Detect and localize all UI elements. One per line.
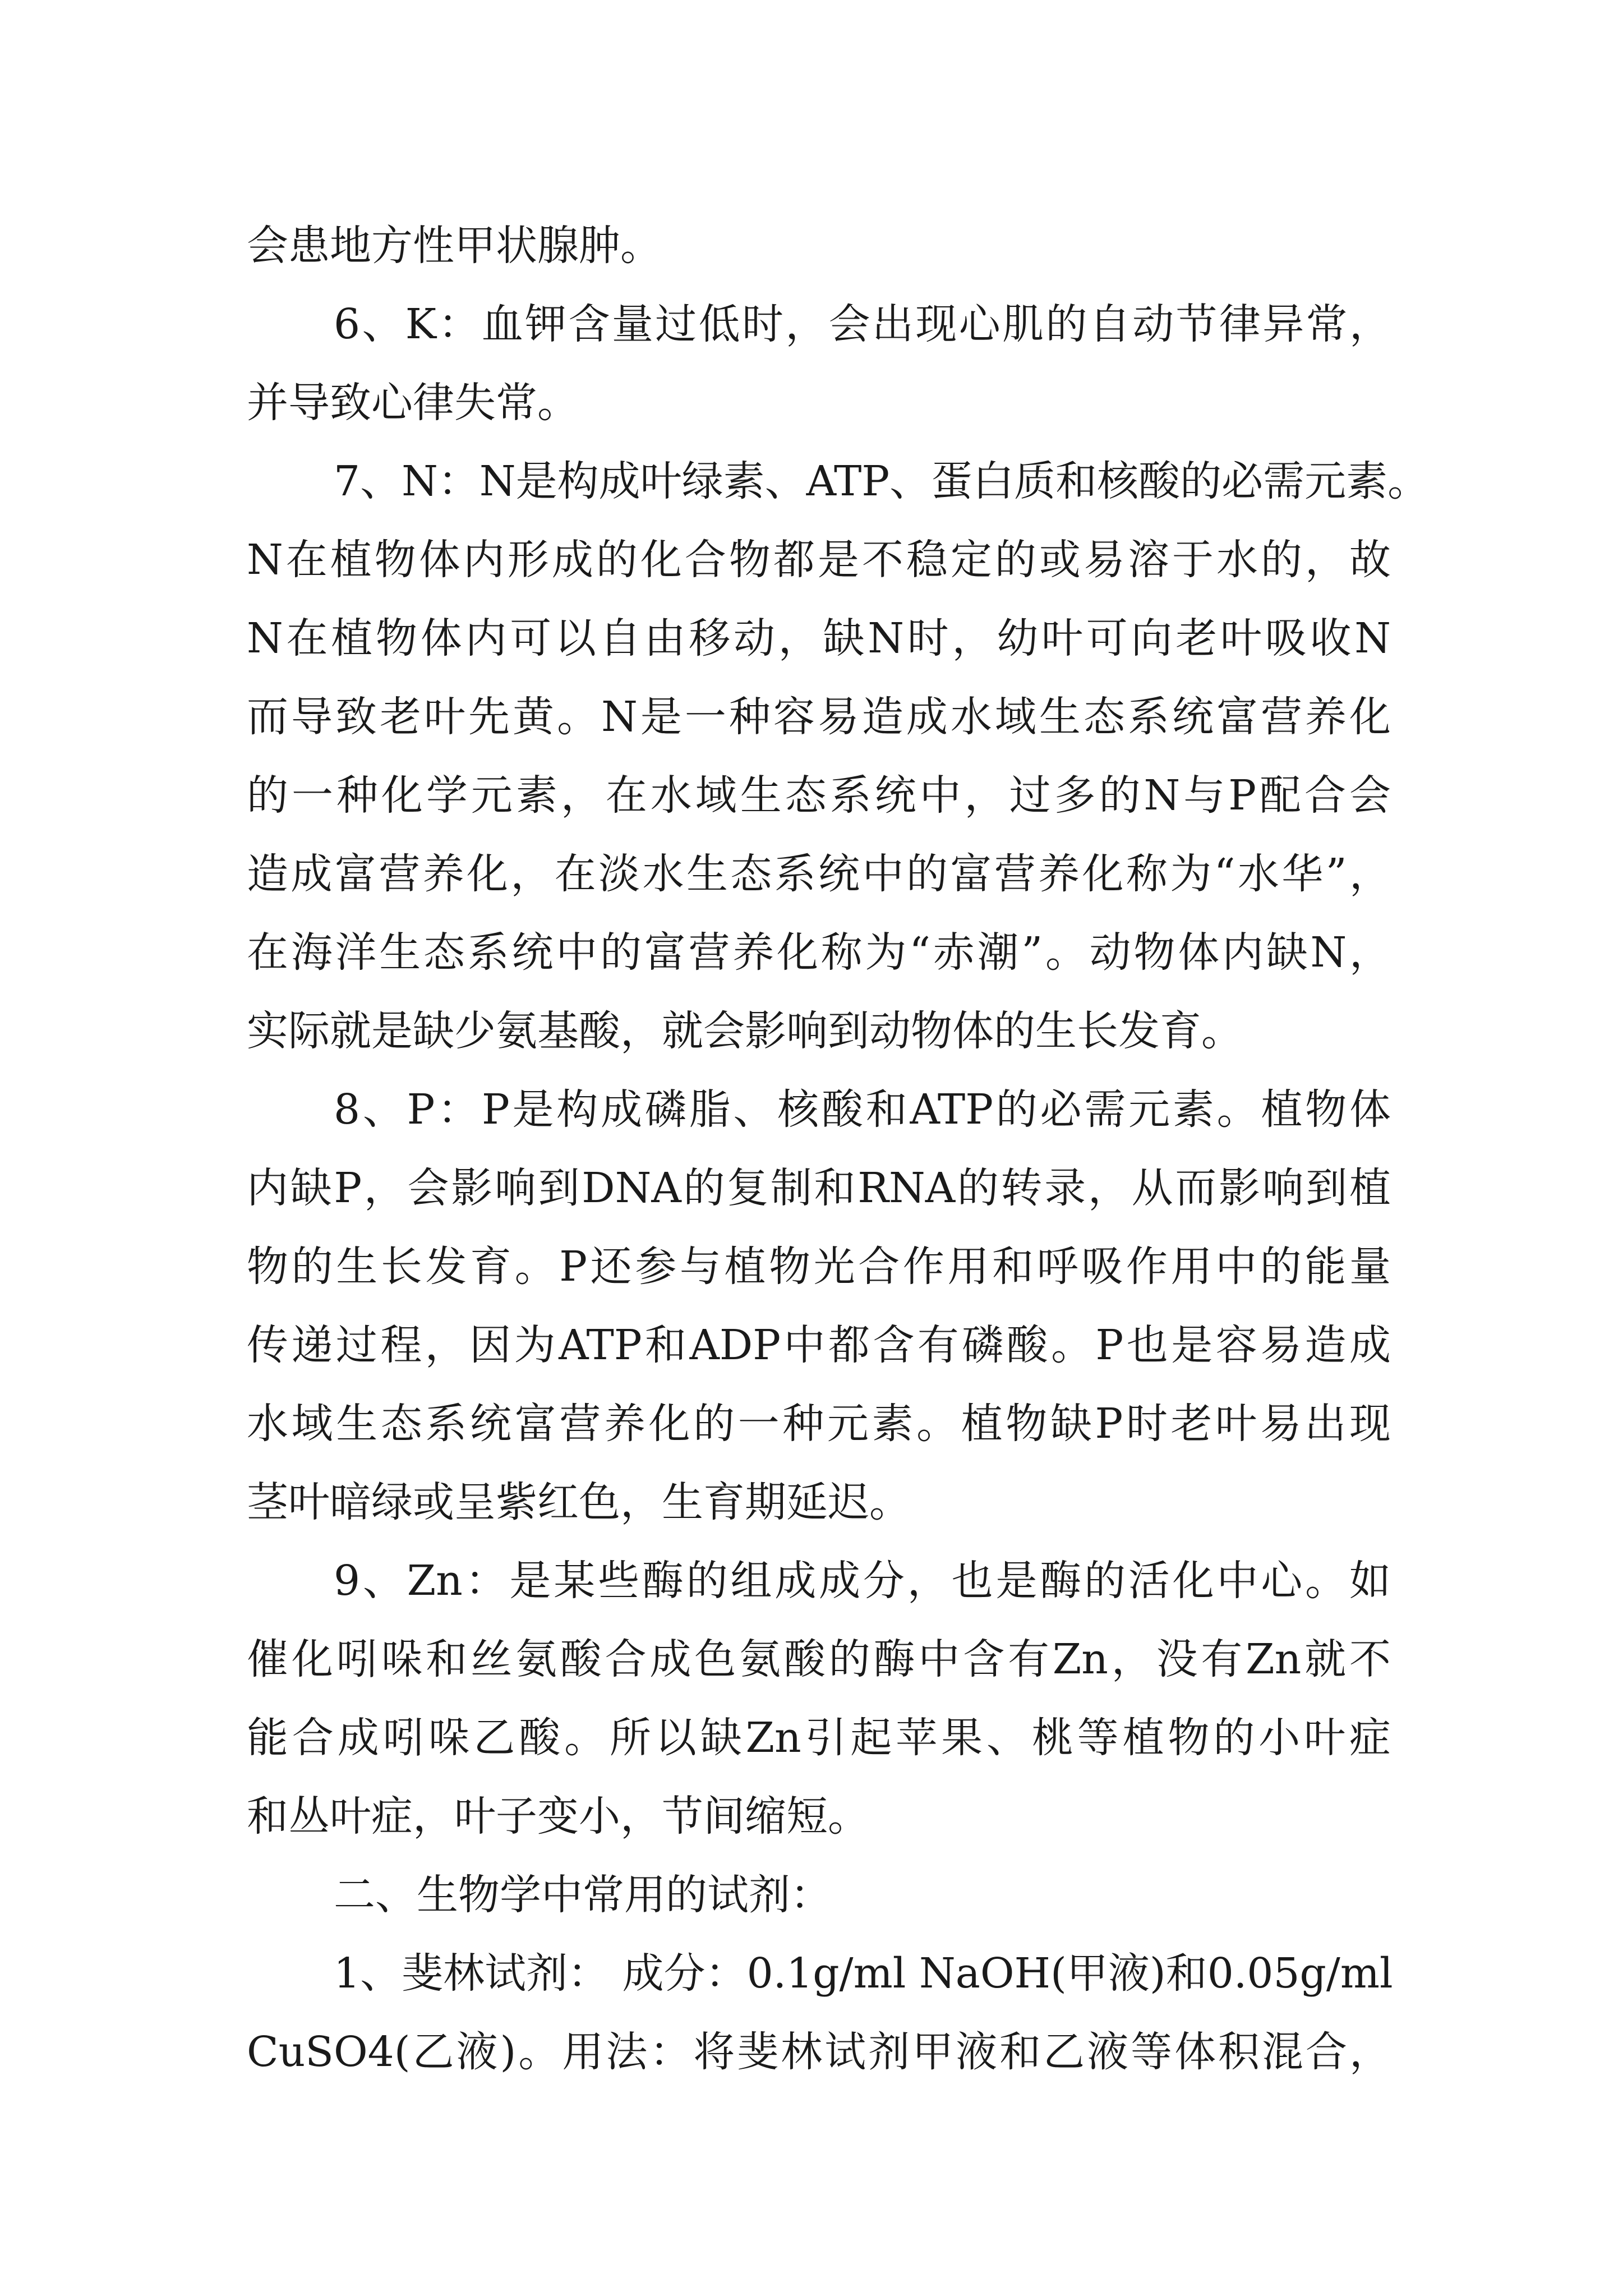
section-heading: 二、生物学中常用的试剂： — [334, 1871, 832, 1919]
text-line: 1、斐林试剂： 成分：0.1g/ml NaOH(甲液)和0.05g/ml — [334, 1949, 1393, 1998]
text-line: 茎叶暗绿或呈紫红色，生育期延迟。 — [247, 1478, 911, 1526]
text-line: CuSO4(乙液)。用法：将斐林试剂甲液和乙液等体积混合， — [247, 2028, 1391, 2076]
text-line: 8、P：P是构成磷脂、核酸和ATP的必需元素。植物体 — [334, 1085, 1391, 1134]
text-line: 会患地方性甲状腺肿。 — [247, 222, 662, 270]
text-line: 而导致老叶先黄。N是一种容易造成水域生态系统富营养化 — [247, 693, 1391, 741]
text-line: 7、N：N是构成叶绿素、ATP、蛋白质和核酸的必需元素。 — [334, 457, 1430, 505]
text-line: N在植物体内形成的化合物都是不稳定的或易溶于水的，故 — [247, 536, 1391, 584]
text-line: 和丛叶症，叶子变小，节间缩短。 — [247, 1792, 869, 1841]
text-line: 6、K：血钾含量过低时，会出现心肌的自动节律异常， — [334, 300, 1391, 348]
text-line: 能合成吲哚乙酸。所以缺Zn引起苹果、桃等植物的小叶症 — [247, 1714, 1391, 1762]
text-line: 传递过程，因为ATP和ADP中都含有磷酸。P也是容易造成 — [247, 1321, 1391, 1369]
text-line: 物的生长发育。P还参与植物光合作用和呼吸作用中的能量 — [247, 1243, 1391, 1291]
text-line: 水域生态系统富营养化的一种元素。植物缺P时老叶易出现 — [247, 1400, 1391, 1448]
text-line: 催化吲哚和丝氨酸合成色氨酸的酶中含有Zn，没有Zn就不 — [247, 1635, 1391, 1683]
text-line: 的一种化学元素，在水域生态系统中，过多的N与P配合会 — [247, 771, 1391, 820]
text-line: 造成富营养化，在淡水生态系统中的富营养化称为“水华”， — [247, 850, 1391, 898]
text-line: 在海洋生态系统中的富营养化称为“赤潮”。动物体内缺N， — [247, 928, 1391, 977]
text-line: 并导致心律失常。 — [247, 379, 579, 427]
text-line: 内缺P，会影响到DNA的复制和RNA的转录，从而影响到植 — [247, 1164, 1391, 1212]
text-line: 9、Zn：是某些酶的组成成分，也是酶的活化中心。如 — [334, 1557, 1391, 1605]
text-line: N在植物体内可以自由移动，缺N时，幼叶可向老叶吸收N — [247, 614, 1391, 662]
text-line: 实际就是缺少氨基酸，就会影响到动物体的生长发育。 — [247, 1007, 1243, 1055]
